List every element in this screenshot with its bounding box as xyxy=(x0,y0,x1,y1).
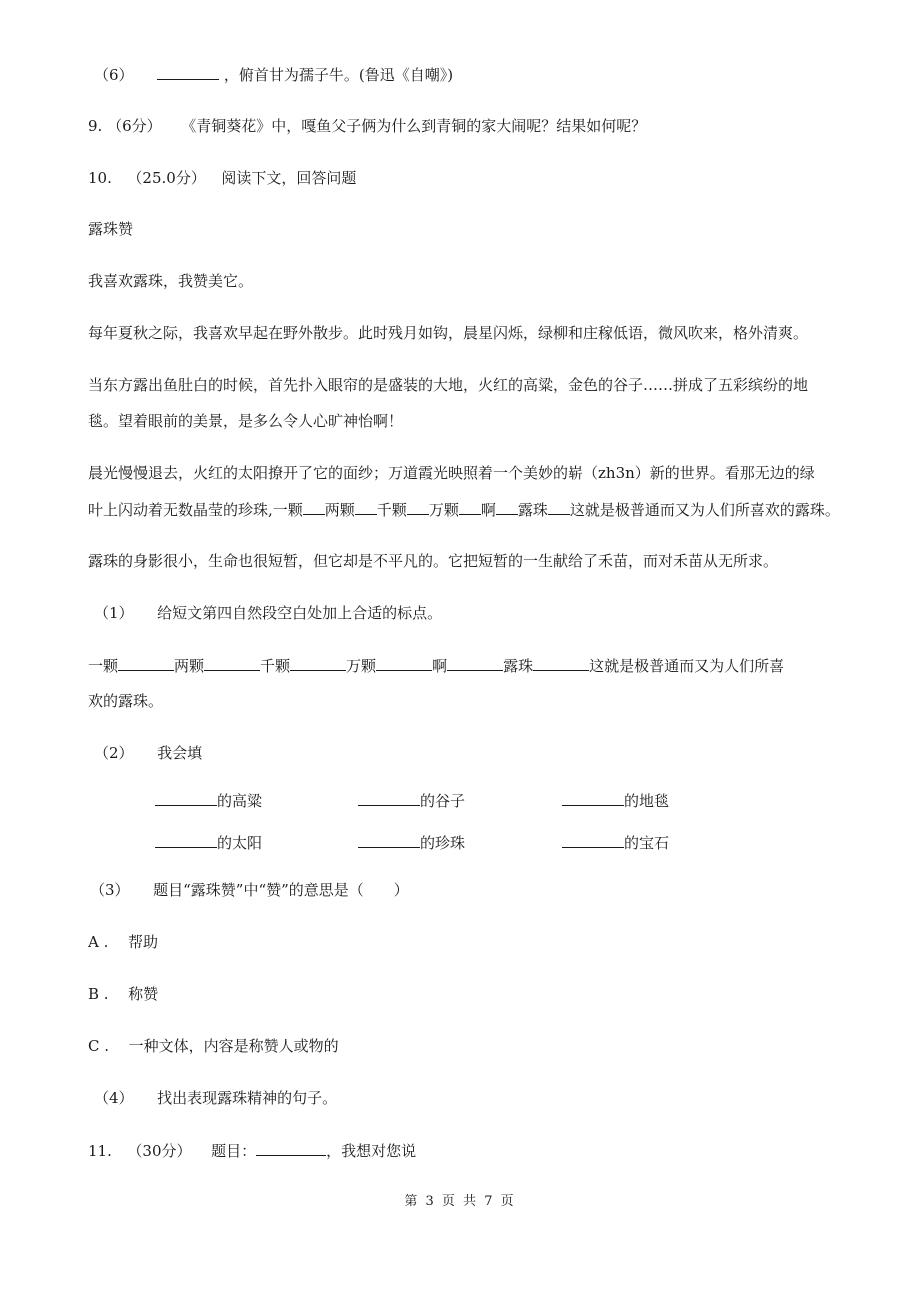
text-segment: 一颗 xyxy=(88,657,119,675)
passage-paragraph-4-line-1: 晨光慢慢退去，火红的太阳撩开了它的面纱；万道霞光映照着一个美妙的崭（zh3n）新的世界。看那无边的绿 xyxy=(88,464,815,482)
question-11 xyxy=(88,1140,416,1161)
sub-question-2 xyxy=(94,743,202,763)
text-segment: 两颗 xyxy=(174,657,205,675)
passage-title: 露珠赞 xyxy=(88,220,134,238)
punctuation-blank[interactable] xyxy=(496,499,518,515)
fill-blank[interactable] xyxy=(562,790,624,806)
fill-blank[interactable] xyxy=(155,790,217,806)
fill-item-label: 的谷子 xyxy=(420,792,466,810)
sub-question-number: （2） xyxy=(94,744,134,762)
fill-blank[interactable] xyxy=(358,790,420,806)
question-number: 9. xyxy=(88,117,103,135)
fill-item-label: 的地毯 xyxy=(624,792,670,810)
question-10 xyxy=(88,168,356,188)
fill-item-label: 的宝石 xyxy=(624,834,670,852)
text-segment: 啊 xyxy=(480,501,496,519)
question-text: 题目： xyxy=(211,1142,257,1160)
fill-item-label: 的太阳 xyxy=(217,834,263,852)
punctuation-blank[interactable] xyxy=(355,499,377,515)
text-segment: 叶上闪动着无数晶莹的珍珠,一颗 xyxy=(88,501,303,519)
fill-item xyxy=(155,832,262,853)
text-segment: 露珠 xyxy=(503,657,534,675)
option-text: 称赞 xyxy=(128,985,159,1003)
question-number: 11. xyxy=(88,1142,112,1160)
sub-question-text: 题目“露珠赞”中“赞”的意思是（ ） xyxy=(153,881,409,899)
question-text: 阅读下文，回答问题 xyxy=(221,169,357,187)
passage-paragraph-3-line-2: 毯。望着眼前的美景，是多么令人心旷神怡啊！ xyxy=(88,412,404,430)
fill-blank[interactable] xyxy=(562,832,624,848)
text-segment: 这就是极普通而又为人们所喜 xyxy=(589,657,785,675)
punctuation-blank[interactable] xyxy=(548,499,570,515)
question-text: 《青铜葵花》中，嘎鱼父子俩为什么到青铜的家大闹呢？结果如何呢？ xyxy=(181,117,647,135)
sub-question-number: （4） xyxy=(94,1089,134,1107)
sub-question-number: （3） xyxy=(90,881,130,899)
text-segment: 万颗 xyxy=(428,501,459,519)
sub-question-text: 给短文第四自然段空白处加上合适的标点。 xyxy=(157,604,443,622)
fill-item-label: 的高粱 xyxy=(217,792,263,810)
fill-item xyxy=(358,790,465,811)
question-text-after: ，我想对您说 xyxy=(326,1142,417,1160)
fill-blank[interactable] xyxy=(358,832,420,848)
punctuation-blank[interactable] xyxy=(533,655,589,671)
page-footer: 第 3 页 共 7 页 xyxy=(404,1194,516,1209)
text-segment: 千颗 xyxy=(376,501,407,519)
punctuation-blank[interactable] xyxy=(407,499,429,515)
punctuation-blank[interactable] xyxy=(118,655,174,671)
fill-blank[interactable] xyxy=(155,832,217,848)
passage-paragraph-2: 每年夏秋之际，我喜欢早起在野外散步。此时残月如钩，晨星闪烁，绿柳和庄稼低语，微风吹来，格外清爽。 xyxy=(88,324,809,342)
option-label: C . xyxy=(88,1037,110,1055)
option-a[interactable] xyxy=(88,932,158,952)
question-score: （6分） xyxy=(107,117,162,135)
fill-item xyxy=(562,832,669,853)
text-segment: 露珠 xyxy=(517,501,548,519)
text-segment: 万颗 xyxy=(346,657,377,675)
passage-paragraph-4-line-2 xyxy=(88,499,840,520)
text-segment: 千颗 xyxy=(260,657,291,675)
passage-paragraph-1: 我喜欢露珠，我赞美它。 xyxy=(88,272,254,290)
text-segment: 两颗 xyxy=(324,501,355,519)
punctuation-blank[interactable] xyxy=(204,655,260,671)
punctuation-blank[interactable] xyxy=(290,655,346,671)
fill-item xyxy=(155,790,262,811)
answer-blank[interactable] xyxy=(157,64,219,80)
sub-question-3 xyxy=(90,880,409,900)
question-score: （30分） xyxy=(127,1142,192,1160)
sub1-answer-line-2: 欢的露珠。 xyxy=(88,692,164,710)
sub-question-1 xyxy=(94,603,442,623)
item-text: ，俯首甘为孺子牛。(鲁迅《自嘲》) xyxy=(223,66,454,84)
text-segment: 啊 xyxy=(432,657,448,675)
fill-item-label: 的珍珠 xyxy=(420,834,466,852)
text-segment: 这就是极普通而又为人们所喜欢的露珠。 xyxy=(569,501,840,519)
question-number: 10. xyxy=(88,169,112,187)
item-number: （6） xyxy=(94,66,134,84)
punctuation-blank[interactable] xyxy=(303,499,325,515)
sub-question-text: 找出表现露珠精神的句子。 xyxy=(157,1089,338,1107)
sub1-answer-line-1 xyxy=(88,655,784,676)
punctuation-blank[interactable] xyxy=(459,499,481,515)
option-text: 一种文体，内容是称赞人或物的 xyxy=(128,1037,339,1055)
sub-question-number: （1） xyxy=(94,604,134,622)
question-score: （25.0分） xyxy=(127,169,206,187)
title-blank[interactable] xyxy=(256,1140,326,1156)
passage-paragraph-5: 露珠的身影很小，生命也很短暂，但它却是不平凡的。它把短暂的一生献给了禾苗，而对禾苗从无所求。 xyxy=(88,552,779,570)
passage-paragraph-3-line-1: 当东方露出鱼肚白的时候，首先扑入眼帘的是盛装的大地，火红的高粱，金色的谷子……拼成了五彩缤纷的地 xyxy=(88,376,809,394)
option-text: 帮助 xyxy=(127,933,158,951)
q8-item6 xyxy=(94,64,453,85)
sub-question-text: 我会填 xyxy=(157,744,203,762)
fill-item xyxy=(358,832,465,853)
sub-question-4 xyxy=(94,1088,337,1108)
fill-item xyxy=(562,790,669,811)
punctuation-blank[interactable] xyxy=(376,655,432,671)
punctuation-blank[interactable] xyxy=(447,655,503,671)
option-b[interactable] xyxy=(88,984,158,1004)
option-c[interactable] xyxy=(88,1036,339,1056)
option-label: A . xyxy=(88,933,109,951)
question-9 xyxy=(88,116,646,136)
option-label: B . xyxy=(88,985,109,1003)
